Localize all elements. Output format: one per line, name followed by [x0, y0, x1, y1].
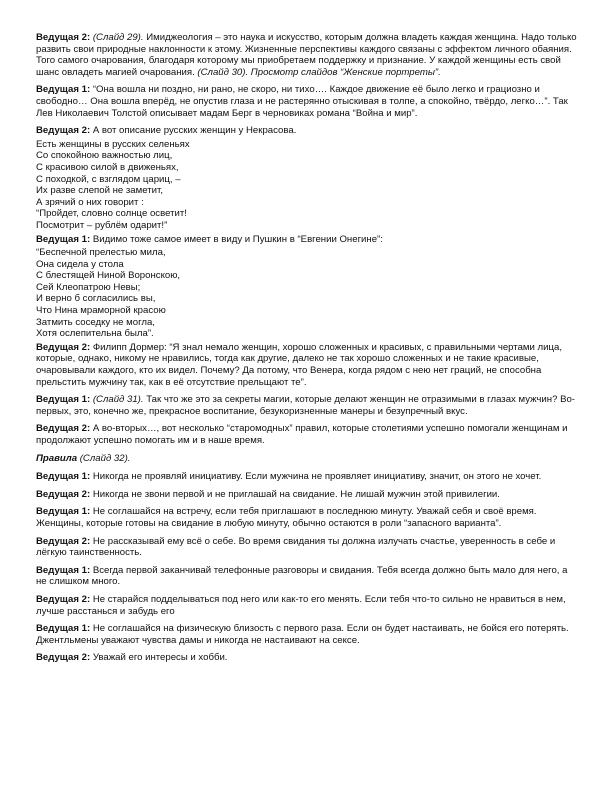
- poem-line: Со спокойною важностью лиц,: [36, 150, 173, 162]
- slide-reference: (Слайд 29).: [92, 32, 144, 43]
- poem-line: Затмить соседку не могла,: [36, 316, 155, 328]
- dialogue-paragraph: [36, 506, 578, 529]
- poem-line: “Беспечной прелестью мила,: [36, 247, 166, 259]
- dialogue-paragraph: [36, 342, 578, 388]
- speaker-label: Ведущая 1:: [36, 471, 91, 483]
- dialogue-text: Уважай его интересы и хобби.: [90, 652, 228, 664]
- poem-line: Она сидела у стола: [36, 258, 124, 270]
- dialogue-text: Никогда не звони первой и не приглашай на свидание. Не лишай мужчин этой привилегии.: [90, 488, 500, 500]
- dialogue-text: Имиджеология – это наука и искусство, которым должна владеть каждая женщина. Надо только развить свои природные наклонности к этому. Жизненные перспективы каждого связаны с эффектом личного обаяния. Того самого очарования, благодаря которому мы приобретаем поддержку и признание. У каждой женщины есть свой шанс овладеть магией очарования.: [36, 32, 577, 78]
- dialogue-paragraph: [36, 623, 578, 646]
- slide-reference: (Слайд 31).: [92, 394, 144, 406]
- dialogue-paragraph: [36, 489, 578, 501]
- dialogue-paragraph: [36, 594, 578, 617]
- poem-verse: [36, 139, 578, 232]
- dialogue-paragraph: [36, 471, 578, 483]
- dialogue-paragraph: [36, 84, 578, 119]
- heading-text: Правила: [36, 452, 80, 464]
- dialogue-text: Не соглашайся на физическую близость с первого раза. Если он будет настаивать, не бойся его потерять. Джентльмены уважают чувства дамы и никогда не настаивают на сексе.: [36, 623, 569, 646]
- dialogue-text: А во-вторых…, вот несколько “старомодных” правил, которые столетиями успешно помогали женщинам и продолжают успешно помогать им и в наше время.: [36, 423, 568, 446]
- heading-text: (Слайд 32).: [79, 452, 131, 464]
- slide-reference: (Слайд 30). Просмотр слайдов “Женские портреты”.: [197, 66, 441, 78]
- dialogue-paragraph: [36, 652, 578, 664]
- dialogue-paragraph: [36, 565, 578, 588]
- dialogue-text: Всегда первой заканчивай телефонные разговоры и свидания. Тебя всегда должно быть мало для него, а не слишком много.: [36, 564, 568, 588]
- poem-line: Есть женщины в русских селеньях: [36, 138, 190, 150]
- dialogue-paragraph: [36, 32, 578, 78]
- dialogue-paragraph: [36, 125, 578, 137]
- speaker-label: Ведущая 2:: [36, 593, 91, 605]
- section-heading: [36, 453, 578, 465]
- dialogue-text: Не рассказывай ему всё о себе. Во время свидания ты должна излучать счастье, уверенность в себе и лёгкую таинственность.: [36, 535, 556, 559]
- dialogue-text: Не старайся подделываться под него или как-то его менять. Если тебя что-то сильно не нравиться в нем, лучше расстанься и забудь его: [36, 593, 566, 617]
- poem-line: Что Нина мраморной красою: [36, 305, 166, 317]
- poem-line: И верно б согласились вы,: [36, 293, 156, 305]
- dialogue-text: Не соглашайся на встречу, если тебя приглашают в последнюю минуту. Уважай себя и своё время. Женщины, которые готовы на свидание в любую минуту, обычно остаются в роли “запасного варианта”.: [36, 506, 537, 529]
- poem-line: Хотя ослепительна была”.: [36, 328, 154, 340]
- dialogue-text: А вот описание русских женщин у Некрасова.: [90, 125, 297, 137]
- poem-line: А зрячий о них говорит :: [36, 196, 144, 208]
- speaker-label: Ведущая 2:: [36, 341, 91, 353]
- poem-line: С блестящей Ниной Воронскою,: [36, 270, 181, 282]
- dialogue-paragraph: [36, 394, 578, 417]
- poem-line: С красивою силой в движеньях,: [36, 161, 179, 173]
- speaker-label: Ведущая 2:: [36, 32, 91, 43]
- dialogue-text: Филипп Дормер: “Я знал немало женщин, хорошо сложенных и красивых, с правильными чертами лица, которые, однако, никому не нравились, тогда как другие, далеко не так хорошо сложенных и не такие красивые, очаровывали каждого, кто их видел. Почему? Да потому, что Венера, когда рядом с нею нет граций, не способна прельстить мужчину так, как в её отсутствие прельщают те”.: [36, 341, 562, 388]
- speaker-label: Ведущая 2:: [36, 652, 91, 664]
- poem-line: Посмотрит – рублём одарит!”: [36, 219, 168, 231]
- dialogue-paragraph: [36, 423, 578, 446]
- speaker-label: Ведущая 1:: [36, 84, 91, 96]
- dialogue-text: Так что же это за секреты магии, которые делают женщин не отразимыми в глазах мужчин? Во-первых, это, конечно же, прекрасное воспитание, безукоризненные манеры и безупречный вкус.: [36, 394, 576, 417]
- poem-line: Их разве слепой не заметит,: [36, 185, 163, 197]
- poem-line: Сей Клеопатрою Невы;: [36, 281, 141, 293]
- speaker-label: Ведущая 1:: [36, 564, 91, 576]
- speaker-label: Ведущая 2:: [36, 488, 91, 500]
- dialogue-text: Никогда не проявляй инициативу. Если мужчина не проявляет инициативу, значит, он этого не хочет.: [90, 471, 542, 483]
- poem-verse: [36, 247, 578, 340]
- dialogue-paragraph: [36, 234, 578, 246]
- dialogue-paragraph: [36, 536, 578, 559]
- speaker-label: Ведущая 2:: [36, 125, 91, 137]
- dialogue-text: Видимо тоже самое имеет в виду и Пушкин в “Евгении Онегине”:: [90, 233, 383, 245]
- speaker-label: Ведущая 1:: [36, 506, 91, 518]
- dialogue-text: “Она вошла ни поздно, ни рано, не скоро, ни тихо…. Каждое движение её было легко и грациозно и свободно… Она вошла вперёд, не опустив глаза и не растерянно отыскивая в толпе, а спокойно, твёрдо, легко…”. Так Лев Николаевич Толстой описывает мадам Берг в черновиках романа “Война и мир”.: [36, 84, 568, 119]
- speaker-label: Ведущая 2:: [36, 535, 91, 547]
- speaker-label: Ведущая 1:: [36, 623, 91, 635]
- poem-line: С походкой, с взглядом цариц, –: [36, 173, 181, 185]
- speaker-label: Ведущая 2:: [36, 423, 91, 435]
- poem-line: “Пройдет, словно солнце осветит!: [36, 208, 187, 220]
- speaker-label: Ведущая 1:: [36, 233, 91, 245]
- speaker-label: Ведущая 1:: [36, 394, 91, 406]
